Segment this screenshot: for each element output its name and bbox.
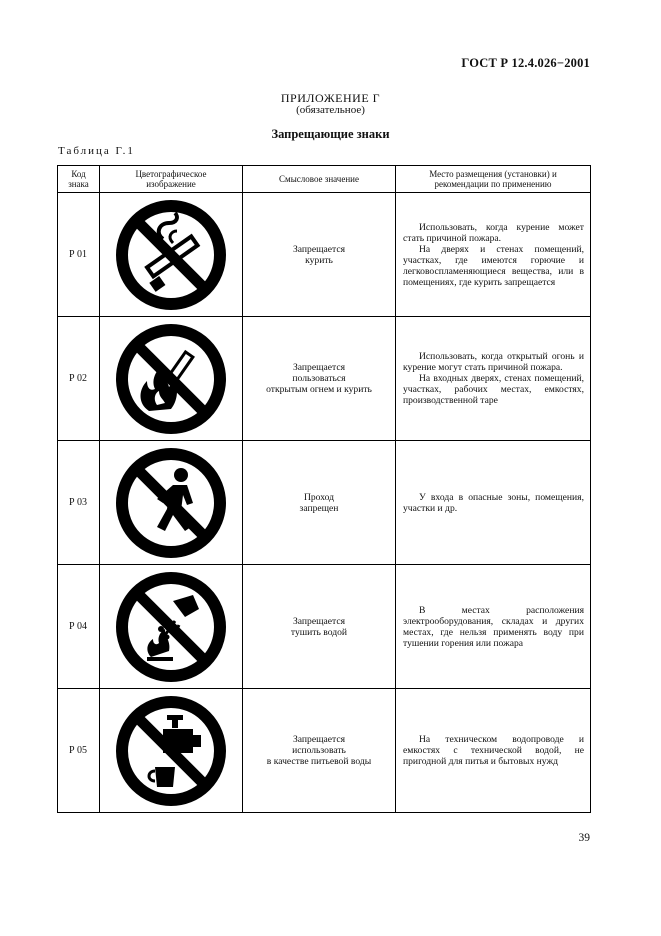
placement-paragraph: Использовать, когда курение может стать причиной пожара. bbox=[403, 221, 584, 244]
table-label: Таблица Г.1 bbox=[58, 145, 135, 157]
table-row bbox=[58, 565, 591, 689]
sign-code: Р 04 bbox=[58, 565, 100, 689]
sign-code: Р 05 bbox=[58, 689, 100, 813]
not-drinking-water-icon bbox=[115, 695, 227, 807]
placement-paragraph: У входа в опасные зоны, помещения, участки и др. bbox=[403, 491, 584, 514]
table-row bbox=[58, 689, 591, 813]
sign-meaning: Запрещается пользоваться открытым огнем и курить bbox=[243, 317, 396, 441]
sign-image-cell bbox=[100, 441, 243, 565]
placement-paragraph: На входных дверях, стенах помещений, участках, рабочих местах, емкостях, производственной таре bbox=[403, 373, 584, 406]
standard-code: ГОСТ Р 12.4.026−2001 bbox=[461, 56, 590, 70]
table-row bbox=[58, 193, 591, 317]
no-pedestrians-icon bbox=[115, 447, 227, 559]
sign-placement bbox=[396, 565, 591, 689]
sign-placement bbox=[396, 441, 591, 565]
sign-placement bbox=[396, 689, 591, 813]
appendix-subtitle: (обязательное) bbox=[296, 104, 365, 116]
placement-paragraph: В местах расположения электрооборудования, складах и других местах, где нельзя применять воду при тушении горения или пожара bbox=[403, 604, 584, 649]
sign-meaning: Запрещается тушить водой bbox=[243, 565, 396, 689]
appendix-title: ПРИЛОЖЕНИЕ Г bbox=[280, 91, 381, 105]
prohibition-signs-table bbox=[57, 165, 591, 813]
table-header-row bbox=[58, 166, 591, 193]
placement-paragraph: Использовать, когда открытый огонь и курение могут стать причиной пожара. bbox=[403, 351, 584, 373]
column-header-placement: Место размещения (установки) и рекомендации по применению bbox=[396, 166, 591, 193]
placement-paragraph: На техническом водопроводе и емкостях с технической водой, не пригодной для питья и бытовых нужд bbox=[403, 734, 584, 767]
table-row bbox=[58, 441, 591, 565]
table-row bbox=[58, 317, 591, 441]
column-header-meaning: Смысловое значение bbox=[243, 166, 396, 193]
sign-placement bbox=[396, 317, 591, 441]
sign-image-cell bbox=[100, 565, 243, 689]
sign-image-cell bbox=[100, 317, 243, 441]
sign-meaning: Запрещается курить bbox=[243, 193, 396, 317]
sign-meaning: Запрещается использовать в качестве питьевой воды bbox=[243, 689, 396, 813]
no-smoking-icon bbox=[115, 199, 227, 311]
no-water-extinguishing-icon bbox=[115, 571, 227, 683]
sign-placement bbox=[396, 193, 591, 317]
page-number: 39 bbox=[578, 832, 590, 844]
sign-image-cell bbox=[100, 689, 243, 813]
table-title: Запрещающие знаки bbox=[271, 127, 390, 141]
sign-code: Р 03 bbox=[58, 441, 100, 565]
column-header-code: Код знака bbox=[58, 166, 100, 193]
sign-image-cell bbox=[100, 193, 243, 317]
sign-code: Р 02 bbox=[58, 317, 100, 441]
sign-meaning: Проход запрещен bbox=[243, 441, 396, 565]
sign-code: Р 01 bbox=[58, 193, 100, 317]
placement-paragraph: На дверях и стенах помещений, участках, где имеются горючие и легковоспламеняющиеся вещества, или в помещениях, где курить запрещается bbox=[403, 243, 584, 288]
column-header-image: Цветографическое изображение bbox=[100, 166, 243, 193]
no-open-flame-icon bbox=[115, 323, 227, 435]
